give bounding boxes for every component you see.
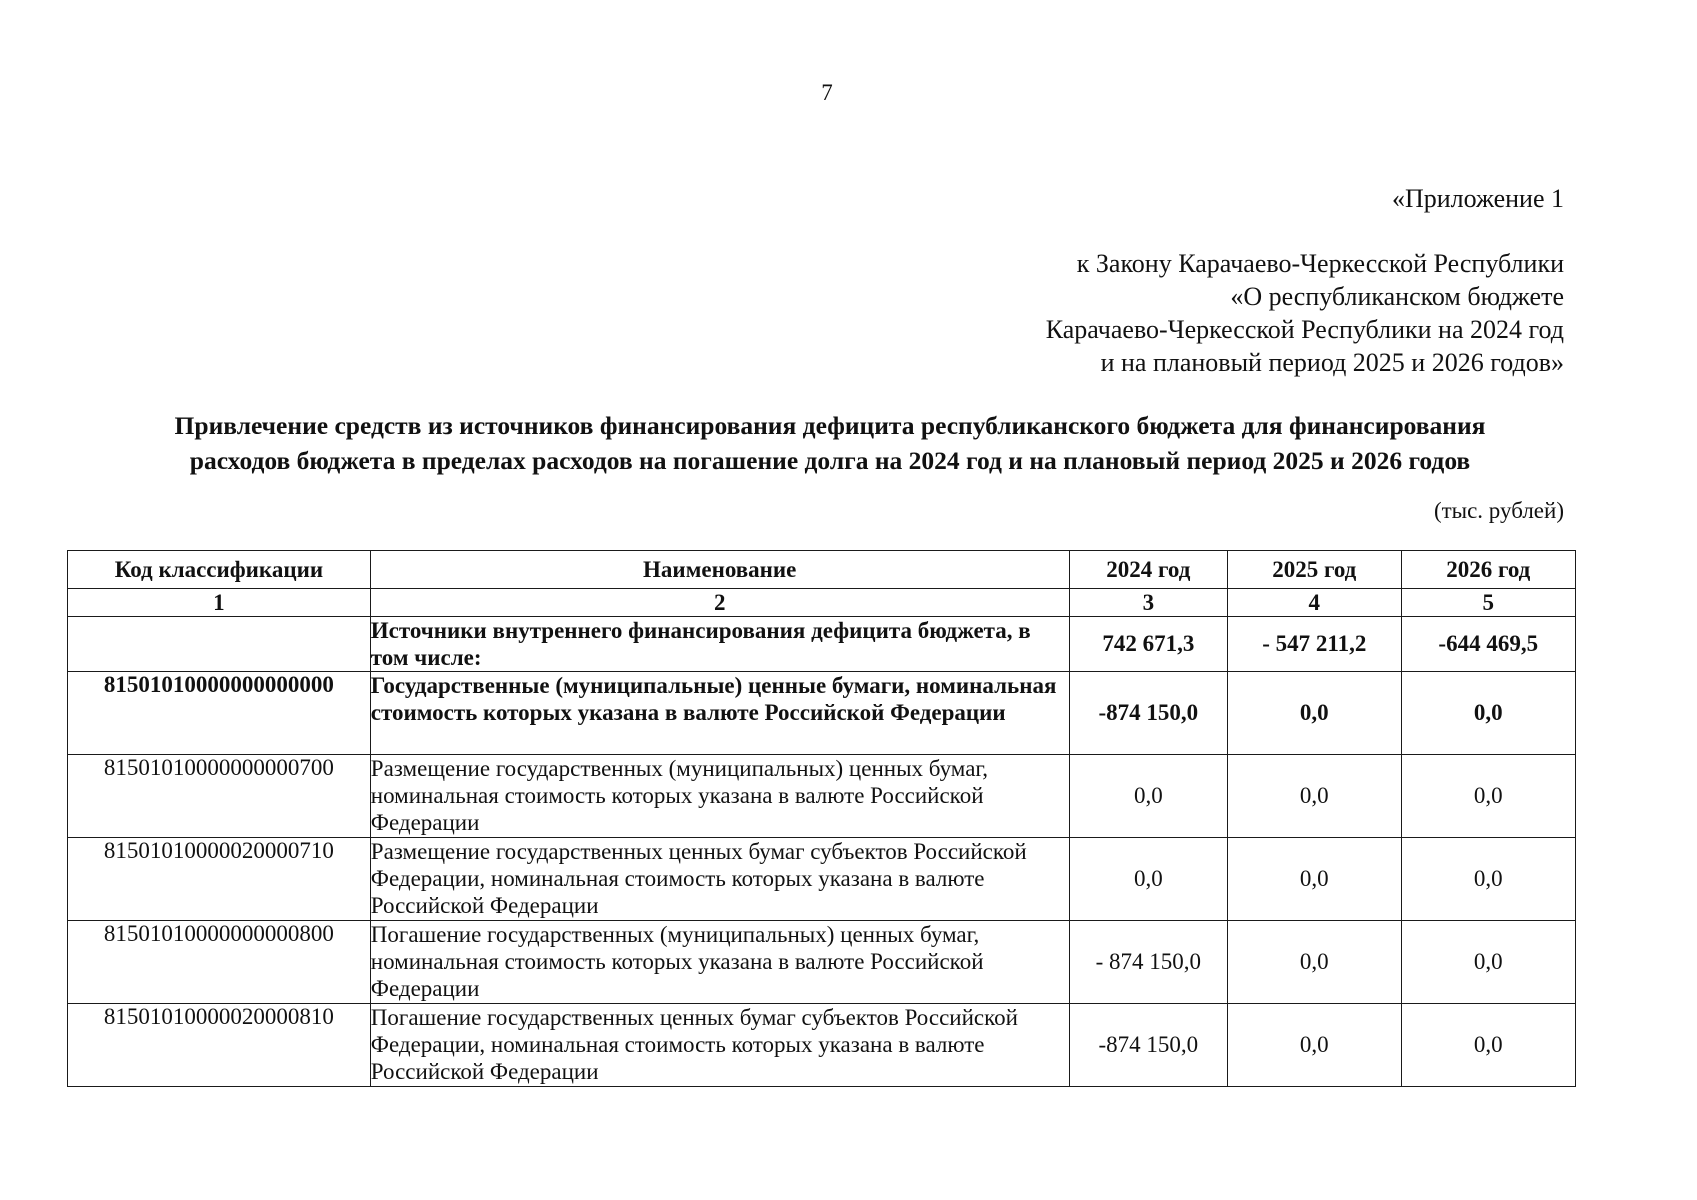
column-number-row xyxy=(68,589,1576,617)
column-number: 3 xyxy=(1069,589,1227,617)
value-2024-cell: - 874 150,0 xyxy=(1069,921,1227,1004)
value-2025-cell: 0,0 xyxy=(1228,1004,1401,1087)
value-2025-cell: 0,0 xyxy=(1228,672,1401,755)
table-row xyxy=(68,617,1576,672)
value-2026-cell: 0,0 xyxy=(1401,1004,1576,1087)
value-2026-cell: 0,0 xyxy=(1401,921,1576,1004)
value-2025-cell: - 547 211,2 xyxy=(1228,617,1401,672)
value-2024-cell: 0,0 xyxy=(1069,838,1227,921)
document-title xyxy=(60,408,1600,478)
column-number: 2 xyxy=(370,589,1069,617)
code-cell: 81501010000000000700 xyxy=(68,755,371,838)
budget-table xyxy=(67,550,1576,1087)
header-2025: 2025 год xyxy=(1228,551,1401,589)
column-number: 5 xyxy=(1401,589,1576,617)
value-2025-cell: 0,0 xyxy=(1228,838,1401,921)
table-row xyxy=(68,1004,1576,1087)
code-cell: 81501010000020000710 xyxy=(68,838,371,921)
law-reference-line: к Закону Карачаево-Черкесской Республики xyxy=(1076,249,1564,278)
document-title-line: Привлечение средств из источников финансирования дефицита республиканского бюджета для финансирования xyxy=(174,411,1486,440)
table-header-row xyxy=(68,551,1576,589)
header-2026: 2026 год xyxy=(1401,551,1576,589)
value-2024-cell: 0,0 xyxy=(1069,755,1227,838)
name-cell: Источники внутреннего финансирования дефицита бюджета, в том числе: xyxy=(370,617,1069,672)
value-2024-cell: -874 150,0 xyxy=(1069,1004,1227,1087)
code-cell: 81501010000000000000 xyxy=(68,672,371,755)
law-reference-line: и на плановый период 2025 и 2026 годов» xyxy=(1100,348,1564,377)
appendix-label: «Приложение 1 xyxy=(1391,184,1564,213)
law-reference-line: «О республиканском бюджете xyxy=(1230,282,1564,311)
code-cell: 81501010000000000800 xyxy=(68,921,371,1004)
header-name: Наименование xyxy=(370,551,1069,589)
value-2026-cell: 0,0 xyxy=(1401,672,1576,755)
name-cell: Размещение государственных (муниципальных) ценных бумаг, номинальная стоимость которых указана в валюте Российской Федерации xyxy=(370,755,1069,838)
value-2025-cell: 0,0 xyxy=(1228,921,1401,1004)
law-reference-line: Карачаево-Черкесской Республики на 2024 год xyxy=(1045,315,1564,344)
page-number: 7 xyxy=(821,80,833,105)
header-code: Код классификации xyxy=(68,551,371,589)
name-cell: Погашение государственных (муниципальных) ценных бумаг, номинальная стоимость которых указана в валюте Российской Федерации xyxy=(370,921,1069,1004)
table-row xyxy=(68,672,1576,755)
header-2024: 2024 год xyxy=(1069,551,1227,589)
name-cell: Погашение государственных ценных бумаг субъектов Российской Федерации, номинальная стоимость которых указана в валюте Российской Федерации xyxy=(370,1004,1069,1087)
value-2024-cell: -874 150,0 xyxy=(1069,672,1227,755)
table-row xyxy=(68,755,1576,838)
name-cell: Размещение государственных ценных бумаг субъектов Российской Федерации, номинальная стоимость которых указана в валюте Российской Федерации xyxy=(370,838,1069,921)
units-label: (тыс. рублей) xyxy=(1433,498,1564,523)
value-2025-cell: 0,0 xyxy=(1228,755,1401,838)
value-2026-cell: 0,0 xyxy=(1401,838,1576,921)
column-number: 1 xyxy=(68,589,371,617)
code-cell xyxy=(68,617,371,672)
code-cell: 81501010000020000810 xyxy=(68,1004,371,1087)
value-2026-cell: -644 469,5 xyxy=(1401,617,1576,672)
table-row xyxy=(68,921,1576,1004)
name-cell: Государственные (муниципальные) ценные бумаги, номинальная стоимость которых указана в валюте Российской Федерации xyxy=(370,672,1069,755)
document-title-line: расходов бюджета в пределах расходов на погашение долга на 2024 год и на плановый период 2025 и 2026 годов xyxy=(189,446,1471,475)
value-2024-cell: 742 671,3 xyxy=(1069,617,1227,672)
column-number: 4 xyxy=(1228,589,1401,617)
value-2026-cell: 0,0 xyxy=(1401,755,1576,838)
table-row xyxy=(68,838,1576,921)
law-reference xyxy=(1046,247,1564,379)
